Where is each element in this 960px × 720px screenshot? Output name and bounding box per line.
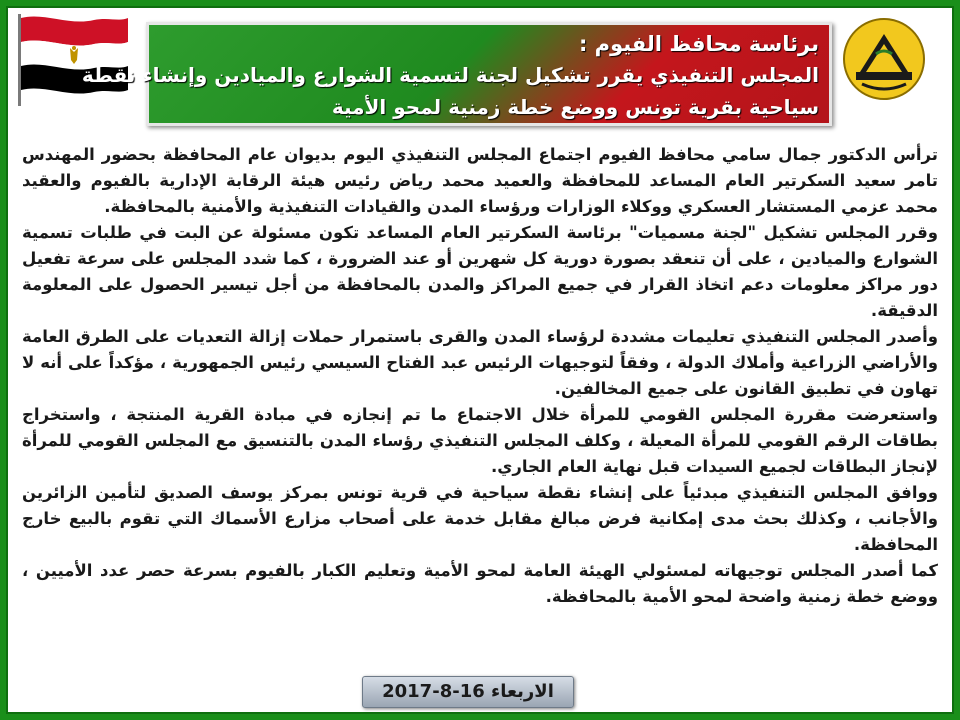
headline-line-2: المجلس التنفيذي يقرر تشكيل لجنة لتسمية الشوارع والميادين وإنشاء نقطة: [81, 63, 819, 87]
date-badge: الاربعاء 16-8-2017: [362, 676, 574, 708]
article-paragraph: ترأس الدكتور جمال سامي محافظ الفيوم اجتماع المجلس التنفيذي اليوم بديوان عام المحافظة بحضور المهندس تامر سعيد السكرتير العام المساعد للمحافظة والعميد محمد رياض رئيس هيئة الرقابة الإدارية بالفيوم والعقيد محمد عزمي المستشار العسكري ووكلاء الوزارات ورؤساء المدن والقيادات التنفيذية والأمنية بالمحافظة.: [22, 145, 938, 216]
article-paragraph: ووافق المجلس التنفيذي مبدئياً على إنشاء نقطة سياحية في قرية تونس بمركز يوسف الصديق لتأمين الزائرين والأجانب ، وكذلك بحث مدى إمكانية فرض مبالغ مقابل خدمة على أصحاب مزارع الأسماك التي تقوم بالبيع خارج المحافظة.: [22, 483, 938, 554]
headline-line-1: برئاسة محافظ الفيوم :: [578, 32, 819, 56]
article-paragraph: واستعرضت مقررة المجلس القومي للمرأة خلال الاجتماع ما تم إنجازه في مبادة القرية المنتجة ، واستخراج بطاقات الرقم القومي للمرأة المعيلة ، وكلف المجلس التنفيذي رؤساء المدن بالتنسيق مع المجلس القومي للمرأة لإنجاز البطاقات لجميع السيدات قبل نهاية العام الجاري.: [22, 405, 938, 476]
article-paragraph: وقرر المجلس تشكيل "لجنة مسميات" برئاسة السكرتير العام المساعد تكون مسئولة عن البت في طلبات تسمية الشوارع والميادين ، على أن تنعقد بصورة دورية كل شهرين أو عند الضرورة ، كما شدد المجلس على سرعة تفعيل دور مراكز معلومات دعم اتخاذ القرار في جميع المراكز والمدن بالمحافظة من أجل تيسير الحصول على المعلومة الدقيقة.: [22, 223, 938, 320]
headline-banner: [81, 22, 832, 126]
article-paragraph: كما أصدر المجلس توجيهاته لمسئولي الهيئة العامة لمحو الأمية وتعليم الكبار بالفيوم بسرعة حصر عدد الأميين ، ووضع خطة زمنية واضحة لمحو الأمية بالمحافظة.: [22, 561, 938, 606]
fayoum-governorate-logo-icon: [836, 14, 932, 104]
article-paragraph: وأصدر المجلس التنفيذي تعليمات مشددة لرؤساء المدن والقرى باستمرار حملات إزالة التعديات على الطرق العامة والأراضي الزراعية وأملاك الدولة ، وفقاً لتوجيهات الرئيس عبد الفتاح السيسي رئيس الجمهورية ، مؤكداً على أنه لا تهاون في تطبيق القانون على جميع المخالفين.: [22, 327, 938, 398]
article-body: [22, 142, 938, 662]
headline-line-3: سياحية بقرية تونس ووضع خطة زمنية لمحو الأمية: [331, 95, 819, 119]
